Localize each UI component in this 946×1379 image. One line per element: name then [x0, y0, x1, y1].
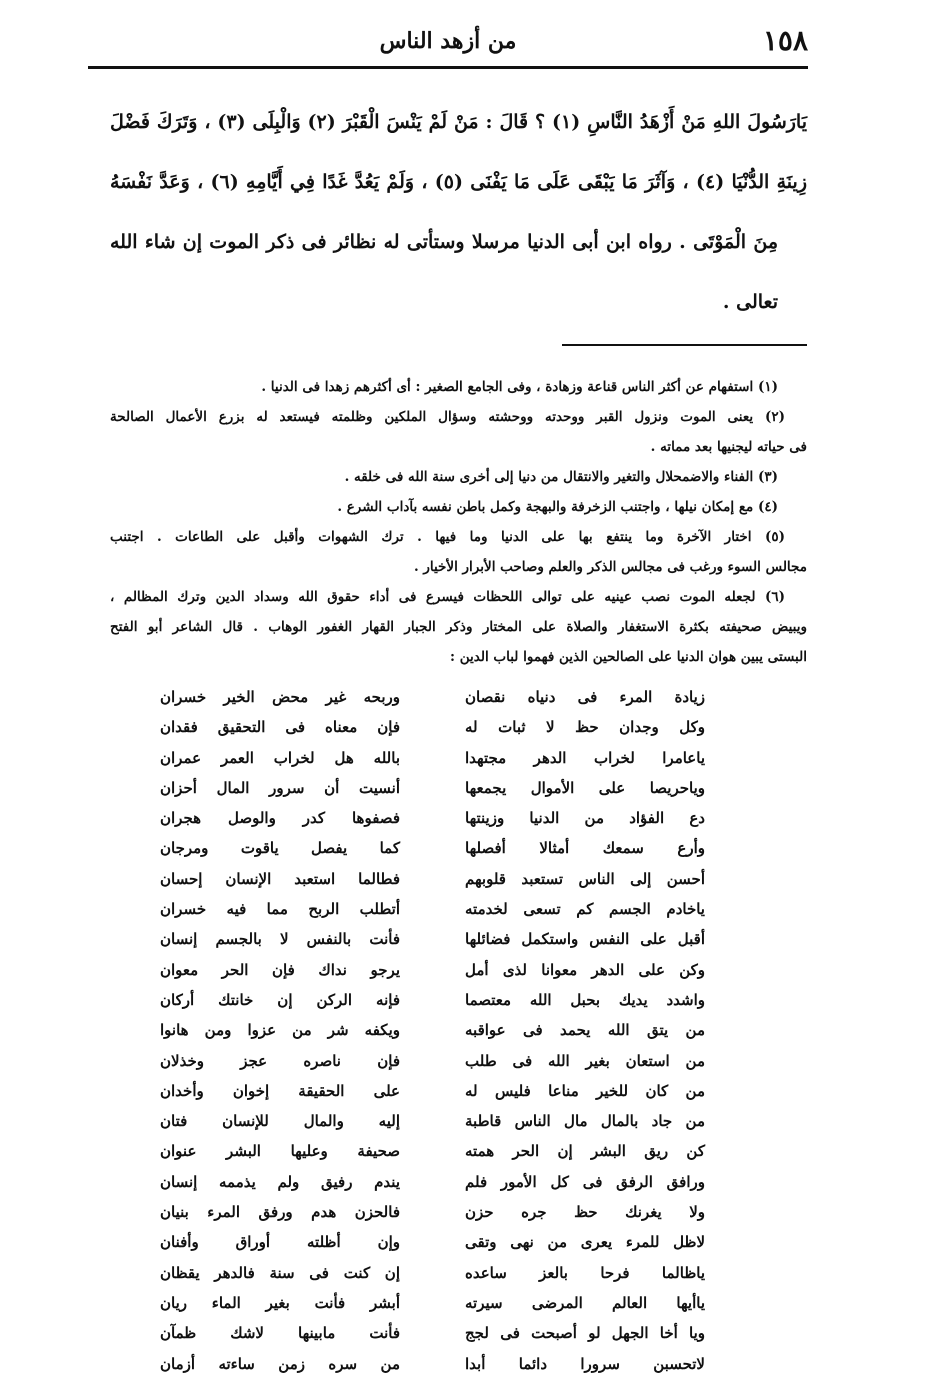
poem-verse: [160, 1197, 705, 1227]
verse-second-hemistich: على الحقيقة إخوان وأخدان: [160, 1081, 400, 1100]
page-number: ١٥٨: [762, 24, 808, 57]
footnote-continuation: ويبيض صحيفته بكثرة الاستغفار والصلاة على المختار وذكر الجبار القهار الغفور الوهاب . قال الشاعر أبو الفتح: [110, 619, 807, 635]
poem-verse: [160, 1076, 705, 1106]
main-text-line: مِنَ الْمَوْتَى . رواه ابن أبى الدنيا مرسلا وستأتى له نظائر فى ذكر الموت إن شاء الله تعالى .: [110, 231, 778, 313]
verse-second-hemistich: فالحزن هدم ورفق المرء بنيان: [160, 1203, 400, 1222]
poem-verse: [160, 1136, 705, 1166]
verse-second-hemistich: فإن معناه فى التحقيق فقدان: [160, 718, 400, 737]
poem-verse: [160, 1167, 705, 1197]
verse-second-hemistich: صحيفة وعليها البشر عنوان: [160, 1142, 400, 1161]
verse-first-hemistich: ورافق الرفق فى كل الأمور فلم: [465, 1172, 705, 1191]
verse-second-hemistich: ويكفه شر من عزوا ومن هانوا: [160, 1021, 400, 1040]
verse-first-hemistich: أقبل على النفس واستكمل فضائلها: [465, 930, 705, 949]
footnote: (٢) يعنى الموت ونزول القبر ووحدته ووحشته وسؤال الملكين وظلمته فيستعد له بزرع الأعمال الصالحة: [110, 409, 785, 425]
main-text-line: يَارَسُولَ اللهِ مَنْ أَزْهَدُ النَّاسِ (١) ؟ قَالَ : مَنْ لَمْ يَنْسَ الْقَبْرَ (٢) وَالْبِلَى (٣) ، وَتَرَكَ فَضْلَ: [110, 111, 808, 133]
verse-second-hemistich: أنسيت أن سرور المال أحزان: [160, 778, 400, 797]
verse-first-hemistich: ياعامرا لخراب الدهر مجتهدا: [465, 748, 705, 767]
verse-second-hemistich: أبشر فأنت بغير الماء ريان: [160, 1293, 400, 1312]
poem-verse: [160, 1349, 705, 1379]
footnote: (٥) اختار الآخرة وما ينتفع بها على الدنيا وما فيها . ترك الشهوات وأقبل على الطاعات . اجتنب: [110, 529, 785, 545]
poem-verse: [160, 803, 705, 833]
poem-verse: [160, 864, 705, 894]
poem-verse: [160, 924, 705, 954]
verse-first-hemistich: لاتحسبن سرورا دائما أبدا: [465, 1354, 705, 1373]
footnote: (٣) الفناء والاضمحلال والتغير والانتقال من دنيا إلى أخرى سنة الله فى خلقه .: [344, 469, 778, 485]
verse-second-hemistich: فأنت بالنفس لا بالجسم إنسان: [160, 930, 400, 949]
verse-first-hemistich: ياظالما فرحا بالعز ساعده: [465, 1263, 705, 1282]
main-text-line: زِينَةِ الدُّنْيَا (٤) ، وَآثَرَ مَا يَبْقَى عَلَى مَا يَفْنَى (٥) ، وَلَمْ يَعُدَّ غَدًا فِي أَيَّامِهِ (٦) ، وَعَدَّ نَفْسَهُ: [110, 171, 807, 193]
poem-verse: [160, 985, 705, 1015]
header-rule: [88, 66, 808, 69]
poem-verse: [160, 1227, 705, 1257]
poem-verse: [160, 1046, 705, 1076]
footnote: (٦) لجعله الموت نصب عينيه على توالى اللحظات فيسرع فى أداء حقوق الله وسداد الدين وترك المظالم ،: [110, 589, 785, 605]
verse-first-hemistich: من كان للخير مناعا فليس له: [465, 1081, 705, 1100]
running-title: من أزهد الناس: [379, 28, 517, 54]
poem: [160, 682, 705, 1379]
verse-first-hemistich: ولا يغرنك حظ جره حزن: [465, 1203, 705, 1222]
verse-second-hemistich: إليه والمال للإنسان فتان: [160, 1112, 400, 1131]
verse-first-hemistich: من يتق الله يحمد فى عواقبه: [465, 1021, 705, 1040]
verse-first-hemistich: كن ريق البشر إن الحر همته: [465, 1142, 705, 1161]
verse-first-hemistich: وكن على الدهر معوانا لذى أمل: [465, 960, 705, 979]
verse-first-hemistich: أحسن إلى الناس تستعبد قلوبهم: [465, 869, 705, 888]
poem-verse: [160, 1015, 705, 1045]
footnote: (٤) مع إمكان نيلها ، واجتنب الزخرفة والبهجة وكمل باطن نفسه بآداب الشرع .: [337, 499, 778, 515]
verse-second-hemistich: من سره زمن ساءته أزمان: [160, 1354, 400, 1373]
verse-first-hemistich: ياخادم الجسم كم تسعى لخدمته: [465, 900, 705, 919]
poem-verse: [160, 833, 705, 863]
verse-first-hemistich: ويا أخا الجهل لو أصبحت فى لجج: [465, 1324, 705, 1343]
poem-verse: [160, 1258, 705, 1288]
verse-second-hemistich: فصفوها كدر والوصل هجران: [160, 809, 400, 828]
poem-verse: [160, 955, 705, 985]
verse-first-hemistich: من جاد بالمال مال الناس قاطبة: [465, 1112, 705, 1131]
verse-second-hemistich: فطالما استعبد الإنسان إحسان: [160, 869, 400, 888]
poem-verse: [160, 1318, 705, 1348]
poem-verse: [160, 894, 705, 924]
poem-verse: [160, 712, 705, 742]
verse-second-hemistich: يندم رفيق ولم يذممه إنسان: [160, 1172, 400, 1191]
footnote-continuation: فى حياته ليجنيها بعد مماته .: [650, 439, 807, 455]
verse-second-hemistich: كما يفصل ياقوت ومرجان: [160, 839, 400, 858]
verse-first-hemistich: دع الفؤاد من الدنيا وزينتها: [465, 809, 705, 828]
verse-second-hemistich: فإنه الركن إن خانتك أركان: [160, 990, 400, 1009]
verse-second-hemistich: فأنت مابينها لاشك ظمآن: [160, 1324, 400, 1343]
verse-first-hemistich: زيادة المرء فى دنياه نقصان: [465, 688, 705, 706]
poem-verse: [160, 1106, 705, 1136]
footnote: (١) استفهام عن أكثر الناس قناعة وزهادة ، وفى الجامع الصغير : أى أكثرهم زهدا فى الدنيا .: [261, 379, 778, 395]
verse-first-hemistich: لاظل للمرء يعرى من نهى وتقى: [465, 1233, 705, 1252]
verse-first-hemistich: وياحريصا على الأموال يجمعها: [465, 778, 705, 797]
verse-first-hemistich: واشدد يديك بحبل الله معتصما: [465, 990, 705, 1009]
poem-verse: [160, 682, 705, 712]
verse-second-hemistich: بالله هل لخراب العمر عمران: [160, 748, 400, 767]
page-header: [88, 24, 808, 68]
poem-verse: [160, 773, 705, 803]
page-body: [110, 92, 807, 1379]
verse-first-hemistich: وأرع سمعك أمثالا أفصلها: [465, 839, 705, 858]
verse-second-hemistich: إن كنت فى سنة فالدهر يقظان: [160, 1263, 400, 1282]
poem-verse: [160, 743, 705, 773]
verse-second-hemistich: أتطلب الربح مما فيه خسران: [160, 900, 400, 919]
footnote-continuation: مجالس السوء ورغب فى مجالس الذكر والعلم وصاحب الأبرار الأخيار .: [413, 559, 807, 575]
verse-first-hemistich: وكل وجدان حظ لا ثبات له: [465, 718, 705, 737]
verse-first-hemistich: من استعان بغير الله فى طلب: [465, 1051, 705, 1070]
poem-verse: [160, 1288, 705, 1318]
verse-second-hemistich: وربحه غير محض الخير خسران: [160, 688, 400, 706]
verse-second-hemistich: وإن أظلته أوراق وأفنان: [160, 1233, 400, 1252]
verse-first-hemistich: ياأيها العالم المرضى سيرته: [465, 1293, 705, 1312]
verse-second-hemistich: فإن ناصره عجز وخذلان: [160, 1051, 400, 1070]
footnote-continuation: البستى يبين هوان الدنيا على الصالحين الذين فهموا لباب الدين :: [450, 649, 807, 665]
footnote-rule: [562, 344, 807, 346]
verse-second-hemistich: يرجو نداك فإن الحر معوان: [160, 960, 400, 979]
